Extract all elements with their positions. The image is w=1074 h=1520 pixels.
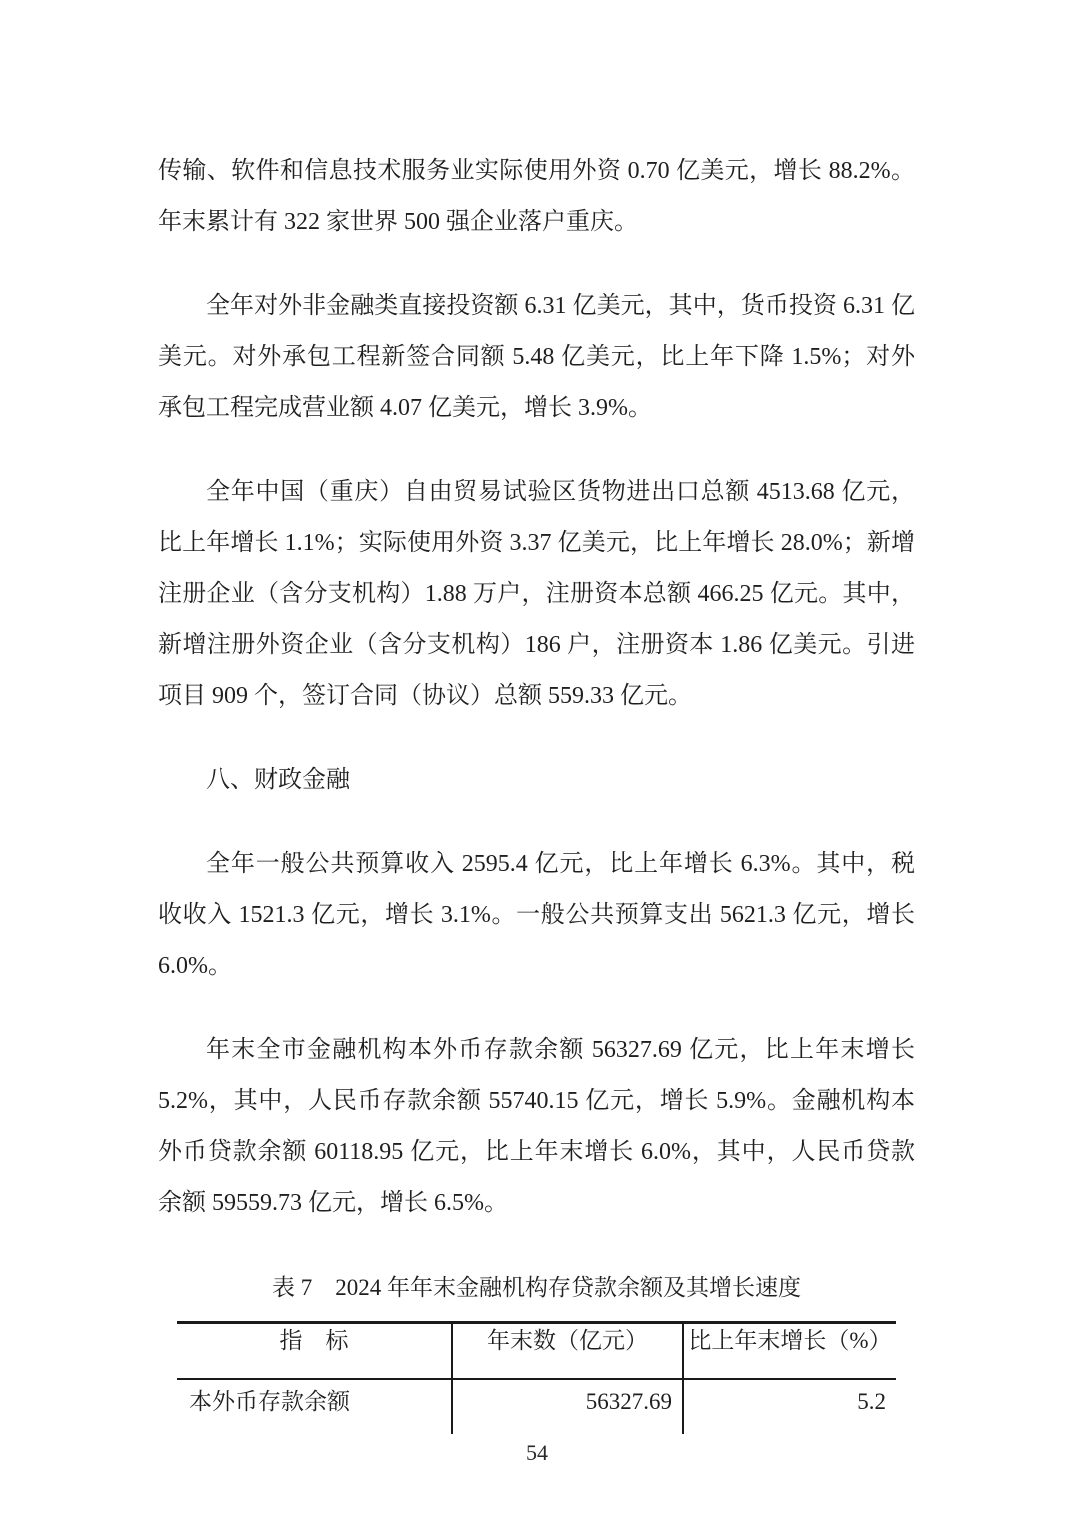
paragraph-foreign-capital-continued: 传输、软件和信息技术服务业实际使用外资 0.70 亿美元，增长 88.2%。年末累计有 322 家世界 500 强企业落户重庆。 <box>158 158 915 235</box>
section-heading-finance: 八、财政金融 <box>206 767 350 793</box>
table7-cell-indicator: 本外币存款余额 <box>189 1389 350 1414</box>
paragraph-public-budget: 全年一般公共预算收入 2595.4 亿元，比上年增长 6.3%。其中，税收收入 1521.3 亿元，增长 3.1%。一般公共预算支出 5621.3 亿元，增长 6.0%。 <box>158 851 915 979</box>
paragraph-deposits-loans: 年末全市金融机构本外币存款余额 56327.69 亿元，比上年末增长 5.2%，其中，人民币存款余额 55740.15 亿元，增长 5.9%。金融机构本外币贷款余额 60118.95 亿元，比上年末增长 6.0%，其中，人民币贷款余额 59559.73 亿元，增长 6.5%。 <box>158 1037 915 1216</box>
table7-header-indicator: 指 标 <box>279 1328 349 1353</box>
table7 <box>177 1321 896 1434</box>
paragraph-outbound-investment: 全年对外非金融类直接投资额 6.31 亿美元，其中，货币投资 6.31 亿美元。对外承包工程新签合同额 5.48 亿美元，比上年下降 1.5%；对外承包工程完成营业额 4.07 亿美元，增长 3.9%。 <box>158 293 915 421</box>
table7-cell-year-end-amount: 56327.69 <box>451 1380 682 1434</box>
page-number: 54 <box>526 1440 548 1465</box>
table7-title: 表 7 2024 年年末金融机构存贷款余额及其增长速度 <box>272 1275 801 1300</box>
table7-header-growth: 比上年末增长（%） <box>682 1324 896 1378</box>
table-row <box>177 1380 896 1434</box>
table7-cell-growth: 5.2 <box>682 1380 896 1434</box>
paragraph-free-trade-zone: 全年中国（重庆）自由贸易试验区货物进出口总额 4513.68 亿元，比上年增长 1.1%；实际使用外资 3.37 亿美元，比上年增长 28.0%；新增注册企业（含分支机构）1.88 万户，注册资本总额 466.25 亿元。其中，新增注册外资企业（含分支机构）186 户，注册资本 1.86 亿美元。引进项目 909 个，签订合同（协议）总额 559.33 亿元。 <box>158 479 915 709</box>
table7-header-row <box>177 1324 896 1380</box>
table7-header-year-end-amount: 年末数（亿元） <box>451 1324 682 1378</box>
